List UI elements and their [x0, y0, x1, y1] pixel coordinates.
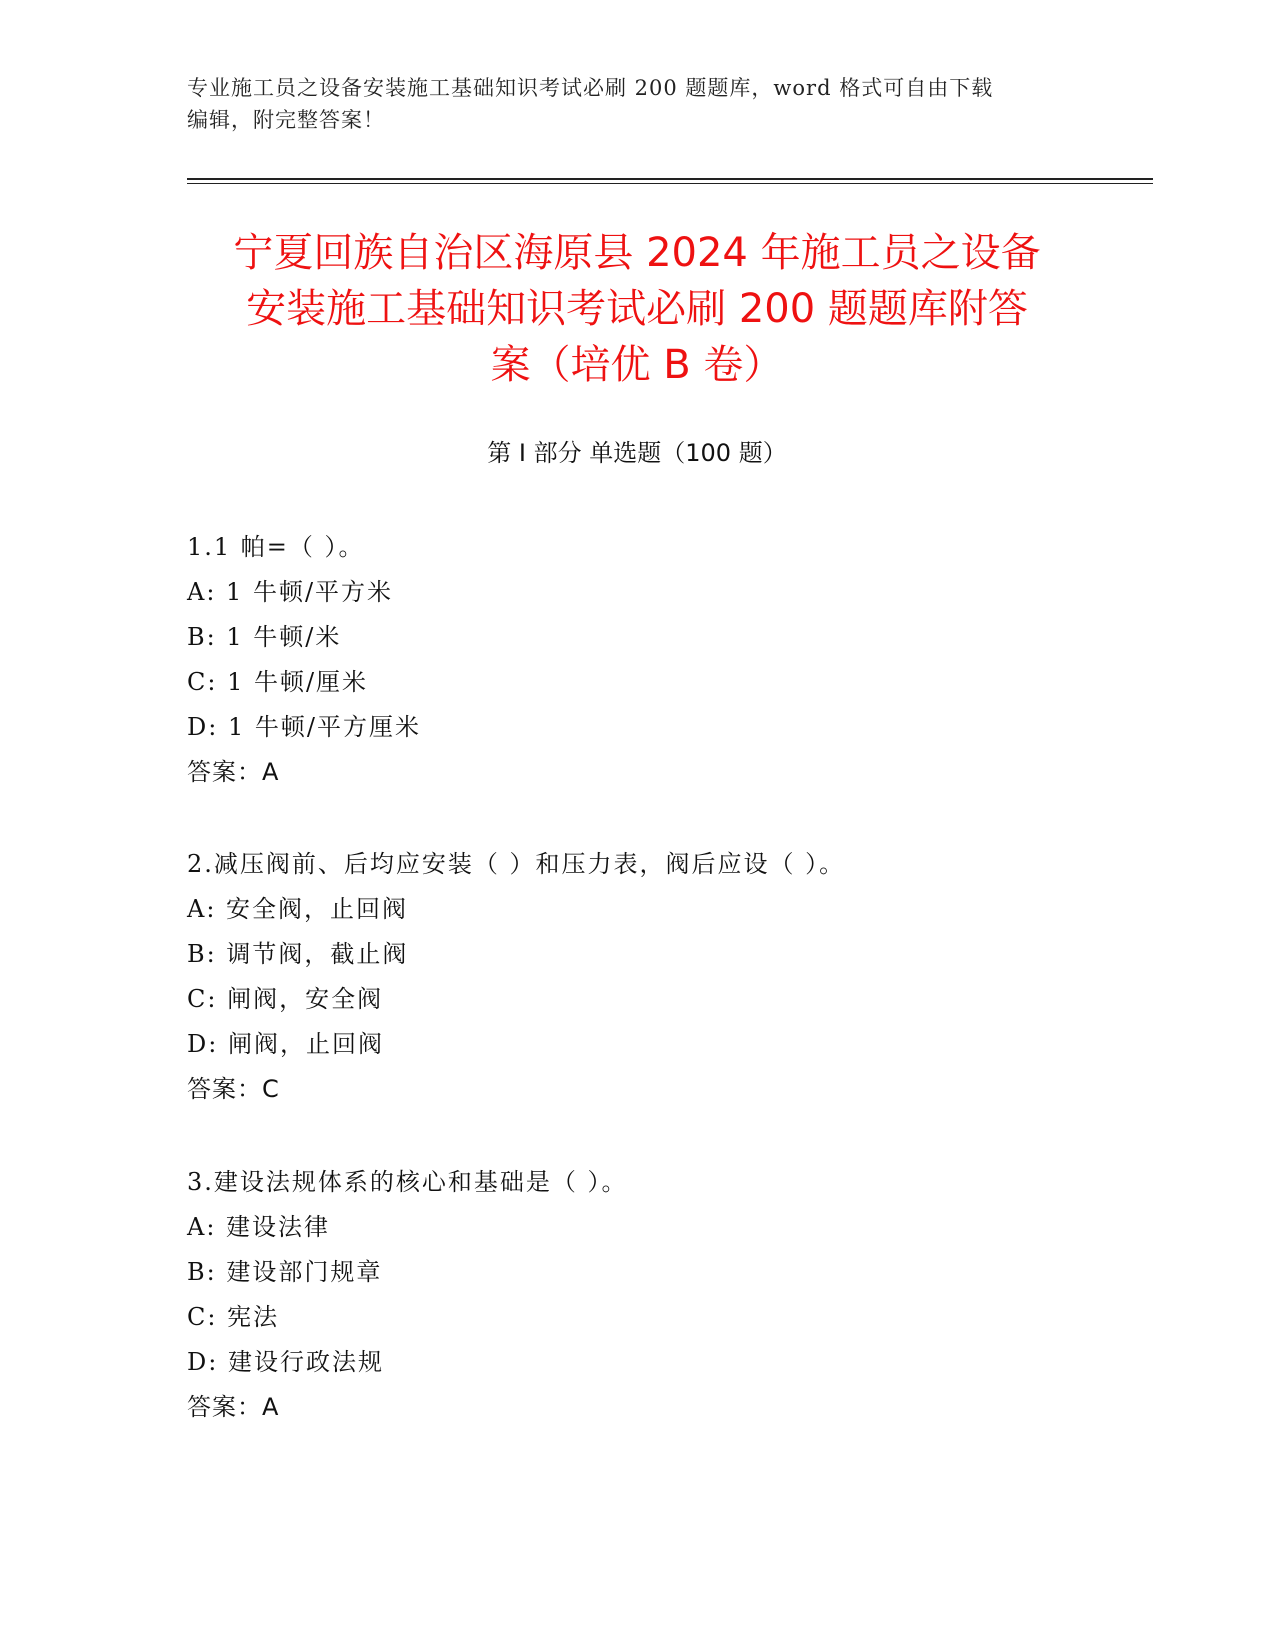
option-b: B: 调节阀，截止阀 — [187, 940, 409, 968]
option-c: C: 宪法 — [187, 1303, 280, 1331]
section-heading: 第 I 部分 单选题（100 题） — [487, 439, 787, 467]
title-line-3: 案（培优 B 卷） — [490, 342, 784, 388]
answer-line: 答案：A — [187, 1393, 280, 1421]
option-d: D: 建设行政法规 — [187, 1348, 384, 1376]
option-d: D: 1 牛顿/平方厘米 — [187, 713, 421, 741]
question-3 — [187, 1160, 1127, 1430]
question-stem: 1.1 帕=（ ）。 — [187, 533, 365, 561]
answer-line: 答案：C — [187, 1075, 280, 1103]
option-c: C: 闸阀，安全阀 — [187, 985, 384, 1013]
header-note-line-2: 编辑，附完整答案！ — [187, 108, 385, 132]
answer-line: 答案：A — [187, 758, 280, 786]
option-a: A: 安全阀，止回阀 — [187, 895, 409, 923]
question-1 — [187, 525, 1127, 795]
option-b: B: 1 牛顿/米 — [187, 623, 342, 651]
divider-thick-line — [187, 178, 1153, 180]
option-b: B: 建设部门规章 — [187, 1258, 383, 1286]
header-divider — [187, 178, 1153, 184]
question-2 — [187, 842, 1127, 1112]
question-stem: 3.建设法规体系的核心和基础是（ ）。 — [187, 1168, 628, 1196]
option-d: D: 闸阀，止回阀 — [187, 1030, 384, 1058]
question-stem: 2.减压阀前、后均应安装（ ）和压力表，阀后应设（ ）。 — [187, 850, 846, 878]
option-a: A: 建设法律 — [187, 1213, 331, 1241]
document-title — [187, 225, 1087, 393]
title-line-2: 安装施工基础知识考试必刷 200 题题库附答 — [246, 286, 1028, 332]
option-c: C: 1 牛顿/厘米 — [187, 668, 369, 696]
title-line-1: 宁夏回族自治区海原县 2024 年施工员之设备 — [233, 230, 1041, 276]
option-a: A: 1 牛顿/平方米 — [187, 578, 394, 606]
header-note — [187, 72, 1087, 136]
header-note-line-1: 专业施工员之设备安装施工基础知识考试必刷 200 题题库，word 格式可自由下载 — [187, 76, 994, 100]
divider-thin-line — [187, 183, 1153, 184]
